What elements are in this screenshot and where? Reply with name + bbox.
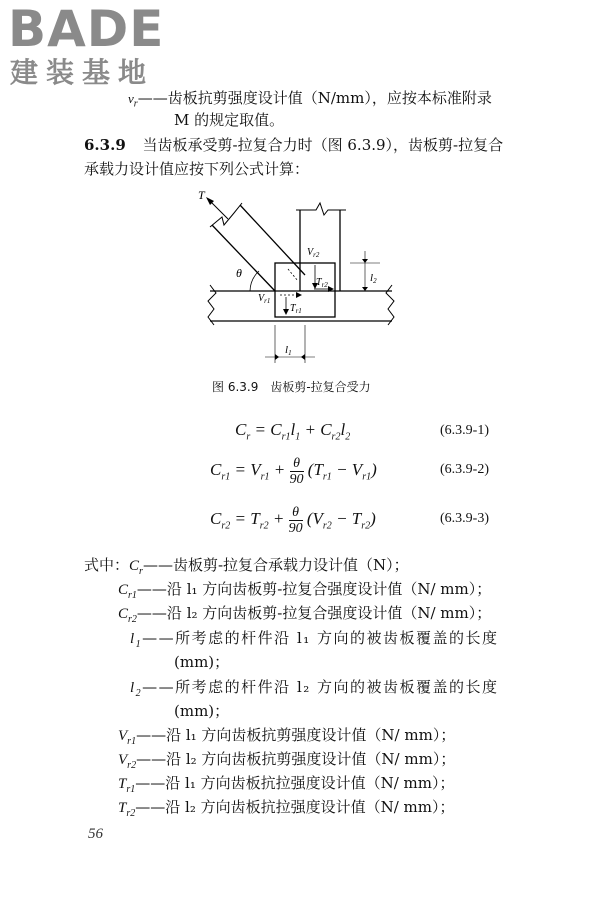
logo-sub: 建装基地 <box>10 56 155 89</box>
T-force-line <box>210 201 228 219</box>
inclined-member-left <box>212 225 275 291</box>
Tr1-label: $T_{r1}$ <box>290 303 302 315</box>
def-row-0: 式中：$C_r——$齿板剪-拉复合承载力设计值（N）； <box>84 556 409 577</box>
def-row-8: $T_{r2}——$沿 l₂ 方向齿板抗拉强度设计值（N/ mm）； <box>118 798 455 819</box>
def-row-3: $l_1——$所考虑的杆件沿 l₁ 方向的被齿板覆盖的长度 <box>130 629 499 650</box>
intro-symbol: $\nu_r$ <box>128 91 138 110</box>
section-text-2: 承载力设计值应按下列公式计算： <box>84 160 310 178</box>
l1-arrow-right <box>301 354 305 360</box>
break-mark-top <box>296 203 346 215</box>
section-number: 6.3.9 <box>84 136 126 154</box>
Tr2-label: $T_{r2}$ <box>316 277 328 289</box>
theta-label: θ <box>236 266 242 280</box>
def-row-5: $V_{r1}——$沿 l₁ 方向齿板抗剪强度设计值（N/ mm）； <box>118 726 456 747</box>
shear-tension-figure <box>180 185 440 385</box>
T-label: T <box>198 188 205 202</box>
l2-arrow-top <box>362 259 368 263</box>
def-row-7: $T_{r1}——$沿 l₁ 方向齿板抗拉强度设计值（N/ mm）； <box>118 774 455 795</box>
def-row-4-cont: (mm)； <box>174 702 230 720</box>
equation-1-number: (6.3.9-1) <box>440 423 489 438</box>
Vr1-label: $V_{r1}$ <box>258 293 271 305</box>
def-row-3-cont: (mm)； <box>174 653 230 671</box>
def-row-2: $C_{r2}——$沿 l₂ 方向齿板剪-拉复合强度设计值（N/ mm）； <box>118 604 492 625</box>
section-text-1: 当齿板承受剪-拉复合力时（图 6.3.9），齿板剪-拉复合 <box>142 136 504 154</box>
def-row-4: $l_2——$所考虑的杆件沿 l₂ 方向的被齿板覆盖的长度 <box>130 678 499 699</box>
equation-2-number: (6.3.9-2) <box>440 462 489 477</box>
l1-label: l1 <box>285 344 292 357</box>
l1-arrow-left <box>275 354 279 360</box>
equation-1-text: $C_r = C_{r1}l_1 + C_{r2}l_2$ <box>235 420 351 443</box>
logo-main: BADE <box>8 0 165 58</box>
intro-line-2: M 的规定取值。 <box>174 111 285 129</box>
def-row-6: $V_{r2}——$沿 l₂ 方向齿板抗剪强度设计值（N/ mm）； <box>118 750 456 771</box>
theta-arc <box>250 271 259 291</box>
Vr1-arrowhead <box>296 292 302 298</box>
page-number: 56 <box>88 826 103 842</box>
break-mark-inclined <box>210 203 242 227</box>
Vr2-label: $V_{r2}$ <box>307 247 320 259</box>
equation-2: $C_{r1} = V_{r1}$ + $\frac{\theta}{90}$ $(T_{r1} - V_{r1})$ <box>210 456 377 487</box>
def-row-1: $C_{r1}——$沿 l₁ 方向齿板剪-拉复合强度设计值（N/ mm）； <box>118 580 492 601</box>
equation-3-number: (6.3.9-3) <box>440 511 489 526</box>
l2-label: l2 <box>370 272 377 285</box>
gusset-plate <box>275 263 335 317</box>
Tr1-arrowhead <box>283 309 289 315</box>
section-heading <box>84 135 503 155</box>
equation-1 <box>235 420 350 442</box>
intro-line-1: $\nu_r——$齿板抗剪强度设计值（N/mm），应按本标准附录 <box>128 89 492 110</box>
figure-caption: 图 6.3.9 齿板剪-拉复合受力 <box>212 380 371 394</box>
equation-3: $C_{r2} = T_{r2}$ + $\frac{\theta}{90}$ $(V_{r2} - T_{r2})$ <box>210 505 376 536</box>
diag-dashed-arrow <box>288 269 298 281</box>
